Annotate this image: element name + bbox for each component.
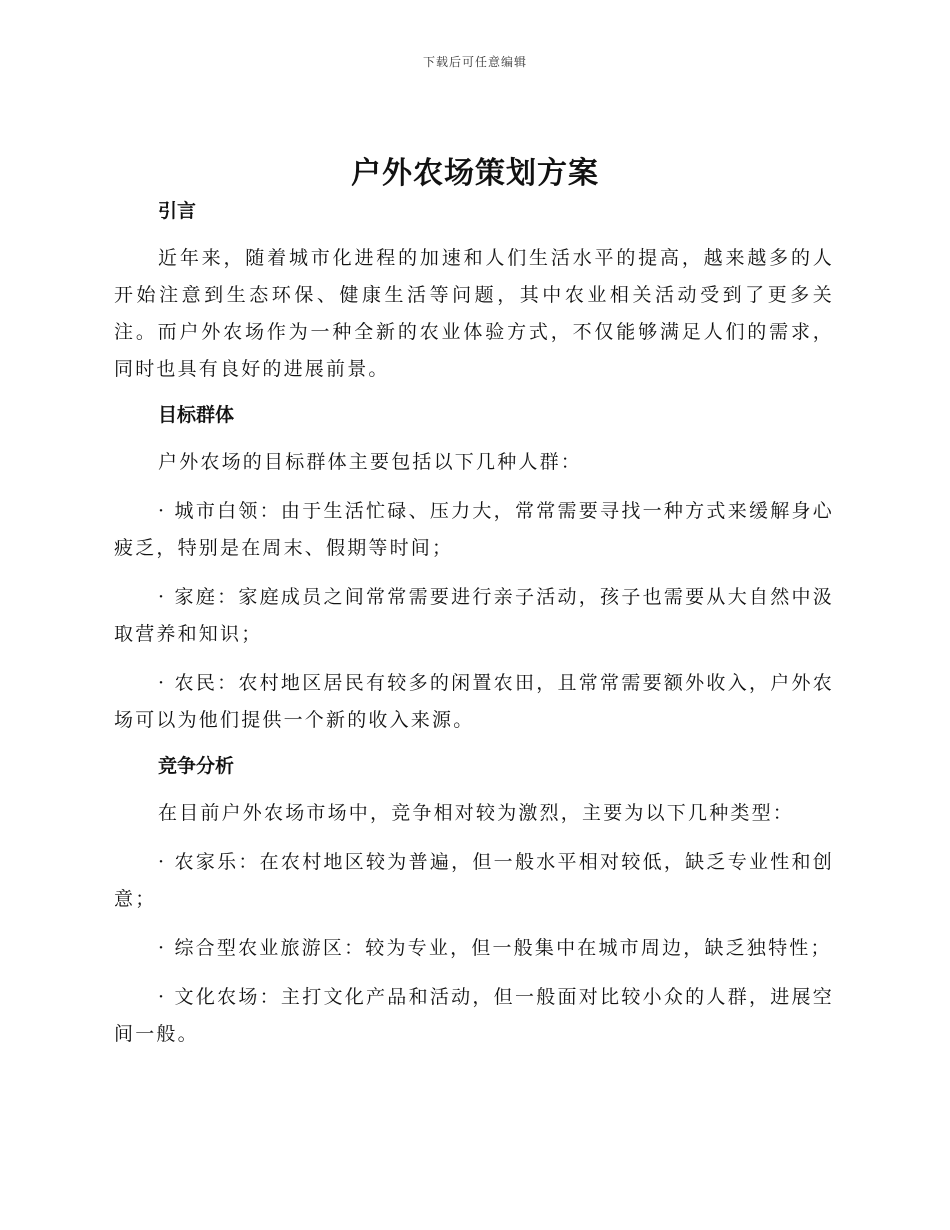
bullet-item-agri-tourism: · 综合型农业旅游区：较为专业，但一般集中在城市周边，缺乏独特性； [158, 937, 832, 959]
page-header-note: 下载后可任意编辑 [422, 55, 527, 69]
section-heading-target-group: 目标群体 [158, 404, 235, 426]
bullet-item-white-collar: · 城市白领：由于生活忙碌、压力大，常常需要寻找一种方式来缓解身心疲乏，特别是在周末、假期等时间； [114, 500, 834, 559]
bullet-item-farmers: · 农民：农村地区居民有较多的闲置农田，且常常需要额外收入，户外农场可以为他们提供一个新的收入来源。 [114, 672, 834, 731]
paragraph: 近年来，随着城市化进程的加速和人们生活水平的提高，越来越多的人开始注意到生态环保、健康生活等问题，其中农业相关活动受到了更多关注。而户外农场作为一种全新的农业体验方式，不仅能够满足人们的需求，同时也具有良好的进展前景。 [114, 247, 834, 380]
paragraph: 在目前户外农场市场中，竞争相对较为激烈，主要为以下几种类型： [158, 802, 795, 824]
section-heading-introduction: 引言 [158, 200, 197, 222]
document-title: 户外农场策划方案 [351, 156, 599, 191]
bullet-item-farmhouse: · 农家乐：在农村地区较为普遍，但一般水平相对较低，缺乏专业性和创意； [114, 851, 834, 910]
section-competition [114, 751, 834, 1053]
paragraph: 户外农场的目标群体主要包括以下几种人群： [158, 451, 583, 473]
section-target-group [114, 400, 834, 739]
section-introduction [114, 196, 834, 388]
bullet-item-family: · 家庭：家庭成员之间常常需要进行亲子活动，孩子也需要从大自然中汲取营养和知识； [114, 586, 834, 645]
section-heading-competition: 竞争分析 [158, 755, 235, 777]
bullet-item-culture-farm: · 文化农场：主打文化产品和活动，但一般面对比较小众的人群，进展空间一般。 [114, 986, 834, 1045]
document-body [114, 196, 834, 1065]
